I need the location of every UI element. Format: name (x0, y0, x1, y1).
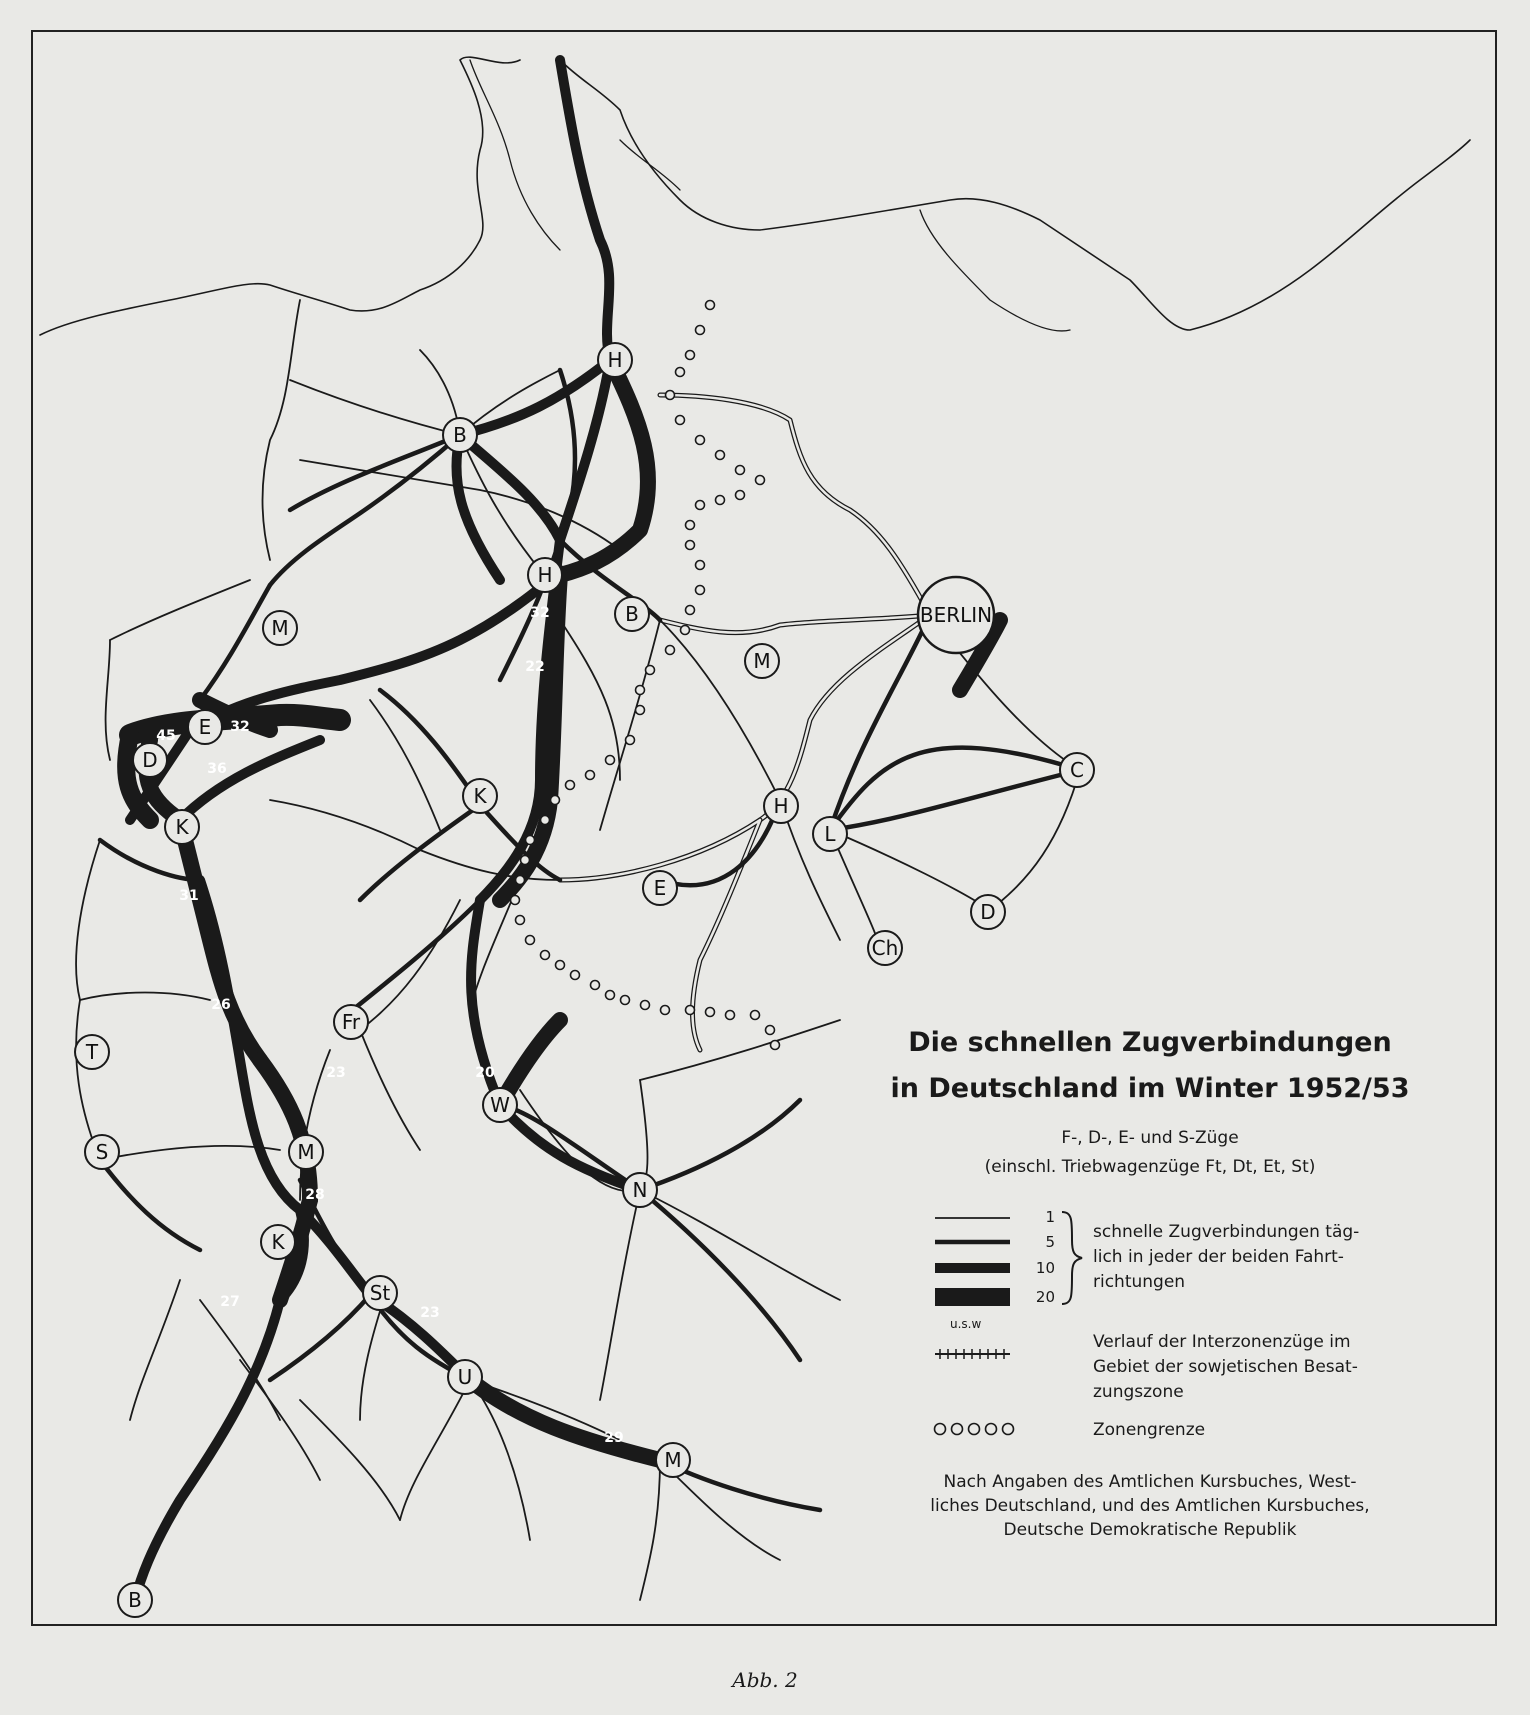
zone-border-dot (541, 951, 550, 960)
zone-border-dot (756, 476, 765, 485)
legend-zone-desc: Zonengrenze (1093, 1420, 1206, 1440)
volume-label: 31 (179, 888, 199, 904)
zone-border-dot (526, 836, 535, 845)
city-label: M (271, 616, 289, 640)
city-node (289, 1135, 323, 1169)
zone-border-dot (606, 756, 615, 765)
source-note-line2: liches Deutschland, und des Amtlichen Kursbuches, (930, 1496, 1370, 1516)
zone-border-dot (766, 1026, 775, 1035)
city-node (745, 644, 779, 678)
volume-label: 32 (230, 719, 250, 735)
zone-border-dot (716, 496, 725, 505)
zone-border-dot (696, 326, 705, 335)
city-node (263, 611, 297, 645)
city-node (334, 1005, 368, 1039)
zone-border-dot (516, 876, 525, 885)
zone-border-dot (696, 561, 705, 570)
legend-interzonal-desc-1: Verlauf der Interzonenzüge im (1093, 1332, 1351, 1352)
zone-border-dot (526, 936, 535, 945)
city-node (918, 577, 994, 653)
zone-border-dot (736, 491, 745, 500)
city-label: E (198, 715, 212, 739)
zone-border-dot (676, 368, 685, 377)
zone-border-dot (636, 686, 645, 695)
zone-border-dot (566, 781, 575, 790)
zone-border-dot (571, 971, 580, 980)
volume-label: 45 (156, 728, 176, 744)
city-label: H (537, 563, 553, 587)
legend-zone-dot (969, 1424, 980, 1435)
city-node (188, 710, 222, 744)
city-node (528, 558, 562, 592)
volume-label: 32 (530, 605, 550, 621)
city-label: S (95, 1140, 109, 1164)
zone-border-dot (686, 1006, 695, 1015)
legend-zone-dot (1003, 1424, 1014, 1435)
zone-border-dot (736, 466, 745, 475)
city-label: M (297, 1140, 315, 1164)
zone-border-dot (586, 771, 595, 780)
volume-label: 20 (475, 1065, 495, 1081)
zone-border-dot (666, 646, 675, 655)
legend-etc: u.s.w (950, 1317, 982, 1331)
zone-border-dot (771, 1041, 780, 1050)
city-node (623, 1173, 657, 1207)
zone-border-dot (606, 991, 615, 1000)
city-node (643, 871, 677, 905)
zone-border-dot (556, 961, 565, 970)
legend-value-20: 20 (1035, 1288, 1055, 1306)
city-label: B (453, 423, 467, 447)
city-label: H (607, 348, 623, 372)
legend-title-line2: in Deutschland im Winter 1952/53 (890, 1073, 1410, 1104)
legend-subtitle-line1: F-, D-, E- und S-Züge (1061, 1128, 1239, 1148)
city-node (598, 343, 632, 377)
legend-line-desc-2: lich in jeder der beiden Fahrt- (1093, 1247, 1344, 1267)
zone-border-dot (686, 351, 695, 360)
city-label: C (1070, 758, 1084, 782)
city-node (615, 597, 649, 631)
city-node (443, 418, 477, 452)
zone-border-dot (661, 1006, 670, 1015)
legend-interzonal-desc-2: Gebiet der sowjetischen Besat- (1093, 1357, 1358, 1377)
city-node (813, 817, 847, 851)
city-label: K (473, 784, 487, 808)
zone-border-dot (641, 1001, 650, 1010)
legend-value-10: 10 (1035, 1259, 1055, 1277)
city-label: K (175, 815, 189, 839)
zone-border-dot (706, 1008, 715, 1017)
legend-zone-dot (986, 1424, 997, 1435)
source-note-line3: Deutsche Demokratische Republik (1003, 1520, 1297, 1540)
zone-border-dot (551, 796, 560, 805)
zone-border-dot (541, 816, 550, 825)
source-note-line1: Nach Angaben des Amtlichen Kursbuches, West- (943, 1472, 1357, 1492)
legend-zone-dot (935, 1424, 946, 1435)
city-label: E (653, 876, 667, 900)
legend-value-1: 1 (1045, 1208, 1055, 1226)
city-node (1060, 753, 1094, 787)
zone-border-dot (686, 606, 695, 615)
zone-border-dot (626, 736, 635, 745)
volume-label: 29 (604, 1430, 624, 1446)
zone-border-dot (686, 521, 695, 530)
city-node (764, 789, 798, 823)
zone-border-dot (686, 541, 695, 550)
zone-border-dot (676, 416, 685, 425)
city-label: St (369, 1281, 391, 1305)
zone-border-dot (621, 996, 630, 1005)
city-label: H (773, 794, 789, 818)
city-node (971, 895, 1005, 929)
city-node (656, 1443, 690, 1477)
city-label: W (490, 1093, 510, 1117)
volume-label: 22 (525, 659, 545, 675)
city-node (868, 931, 902, 965)
legend-value-5: 5 (1045, 1233, 1055, 1251)
city-node (165, 810, 199, 844)
volume-label: 28 (305, 1187, 325, 1203)
city-node (448, 1360, 482, 1394)
city-label: Ch (871, 936, 899, 960)
legend-line-desc-3: richtungen (1093, 1272, 1186, 1292)
city-node (85, 1135, 119, 1169)
city-label: K (271, 1230, 285, 1254)
city-label: M (664, 1448, 682, 1472)
city-node (483, 1088, 517, 1122)
zone-border-dot (666, 391, 675, 400)
city-node (261, 1225, 295, 1259)
zone-border-dot (521, 856, 530, 865)
legend-zone-dot (952, 1424, 963, 1435)
zone-border-dot (696, 436, 705, 445)
zone-border-dot (646, 666, 655, 675)
coastline (40, 57, 1470, 335)
city-label: D (980, 900, 996, 924)
zone-border-dot (716, 451, 725, 460)
city-label: B (625, 602, 639, 626)
volume-label: 26 (211, 997, 231, 1013)
zone-border-dot (511, 896, 520, 905)
city-node (133, 743, 167, 777)
legend-title-line1: Die schnellen Zugverbindungen (908, 1027, 1392, 1058)
volume-label: 23 (420, 1305, 440, 1321)
zone-border-dot (681, 626, 690, 635)
city-label: L (824, 822, 836, 846)
city-node (118, 1583, 152, 1617)
city-label: T (85, 1040, 99, 1064)
zone-border-dot (726, 1011, 735, 1020)
city-label: M (753, 649, 771, 673)
city-node (75, 1035, 109, 1069)
zone-border-dot (636, 706, 645, 715)
city-label: D (142, 748, 158, 772)
legend-interzonal-desc-3: zungszone (1093, 1382, 1184, 1402)
legend-subtitle-line2: (einschl. Triebwagenzüge Ft, Dt, Et, St) (984, 1157, 1316, 1177)
volume-label: 23 (326, 1065, 346, 1081)
legend-line-desc-1: schnelle Zugverbindungen täg- (1093, 1222, 1360, 1242)
volume-label: 36 (207, 761, 227, 777)
legend-brace (1062, 1212, 1082, 1304)
city-label: B (128, 1588, 142, 1612)
zone-border-dot (591, 981, 600, 990)
volume-label: 27 (220, 1294, 240, 1310)
city-label: U (457, 1365, 473, 1389)
city-node (363, 1276, 397, 1310)
city-node (463, 779, 497, 813)
city-label: Fr (341, 1010, 361, 1034)
zone-border-dot (751, 1011, 760, 1020)
zone-border-dot (706, 301, 715, 310)
city-label: BERLIN (919, 603, 993, 627)
zone-border-dot (696, 586, 705, 595)
figure-caption: Abb. 2 (732, 1668, 798, 1692)
zone-border-dot (516, 916, 525, 925)
city-label: N (632, 1178, 648, 1202)
zone-border-dot (696, 501, 705, 510)
